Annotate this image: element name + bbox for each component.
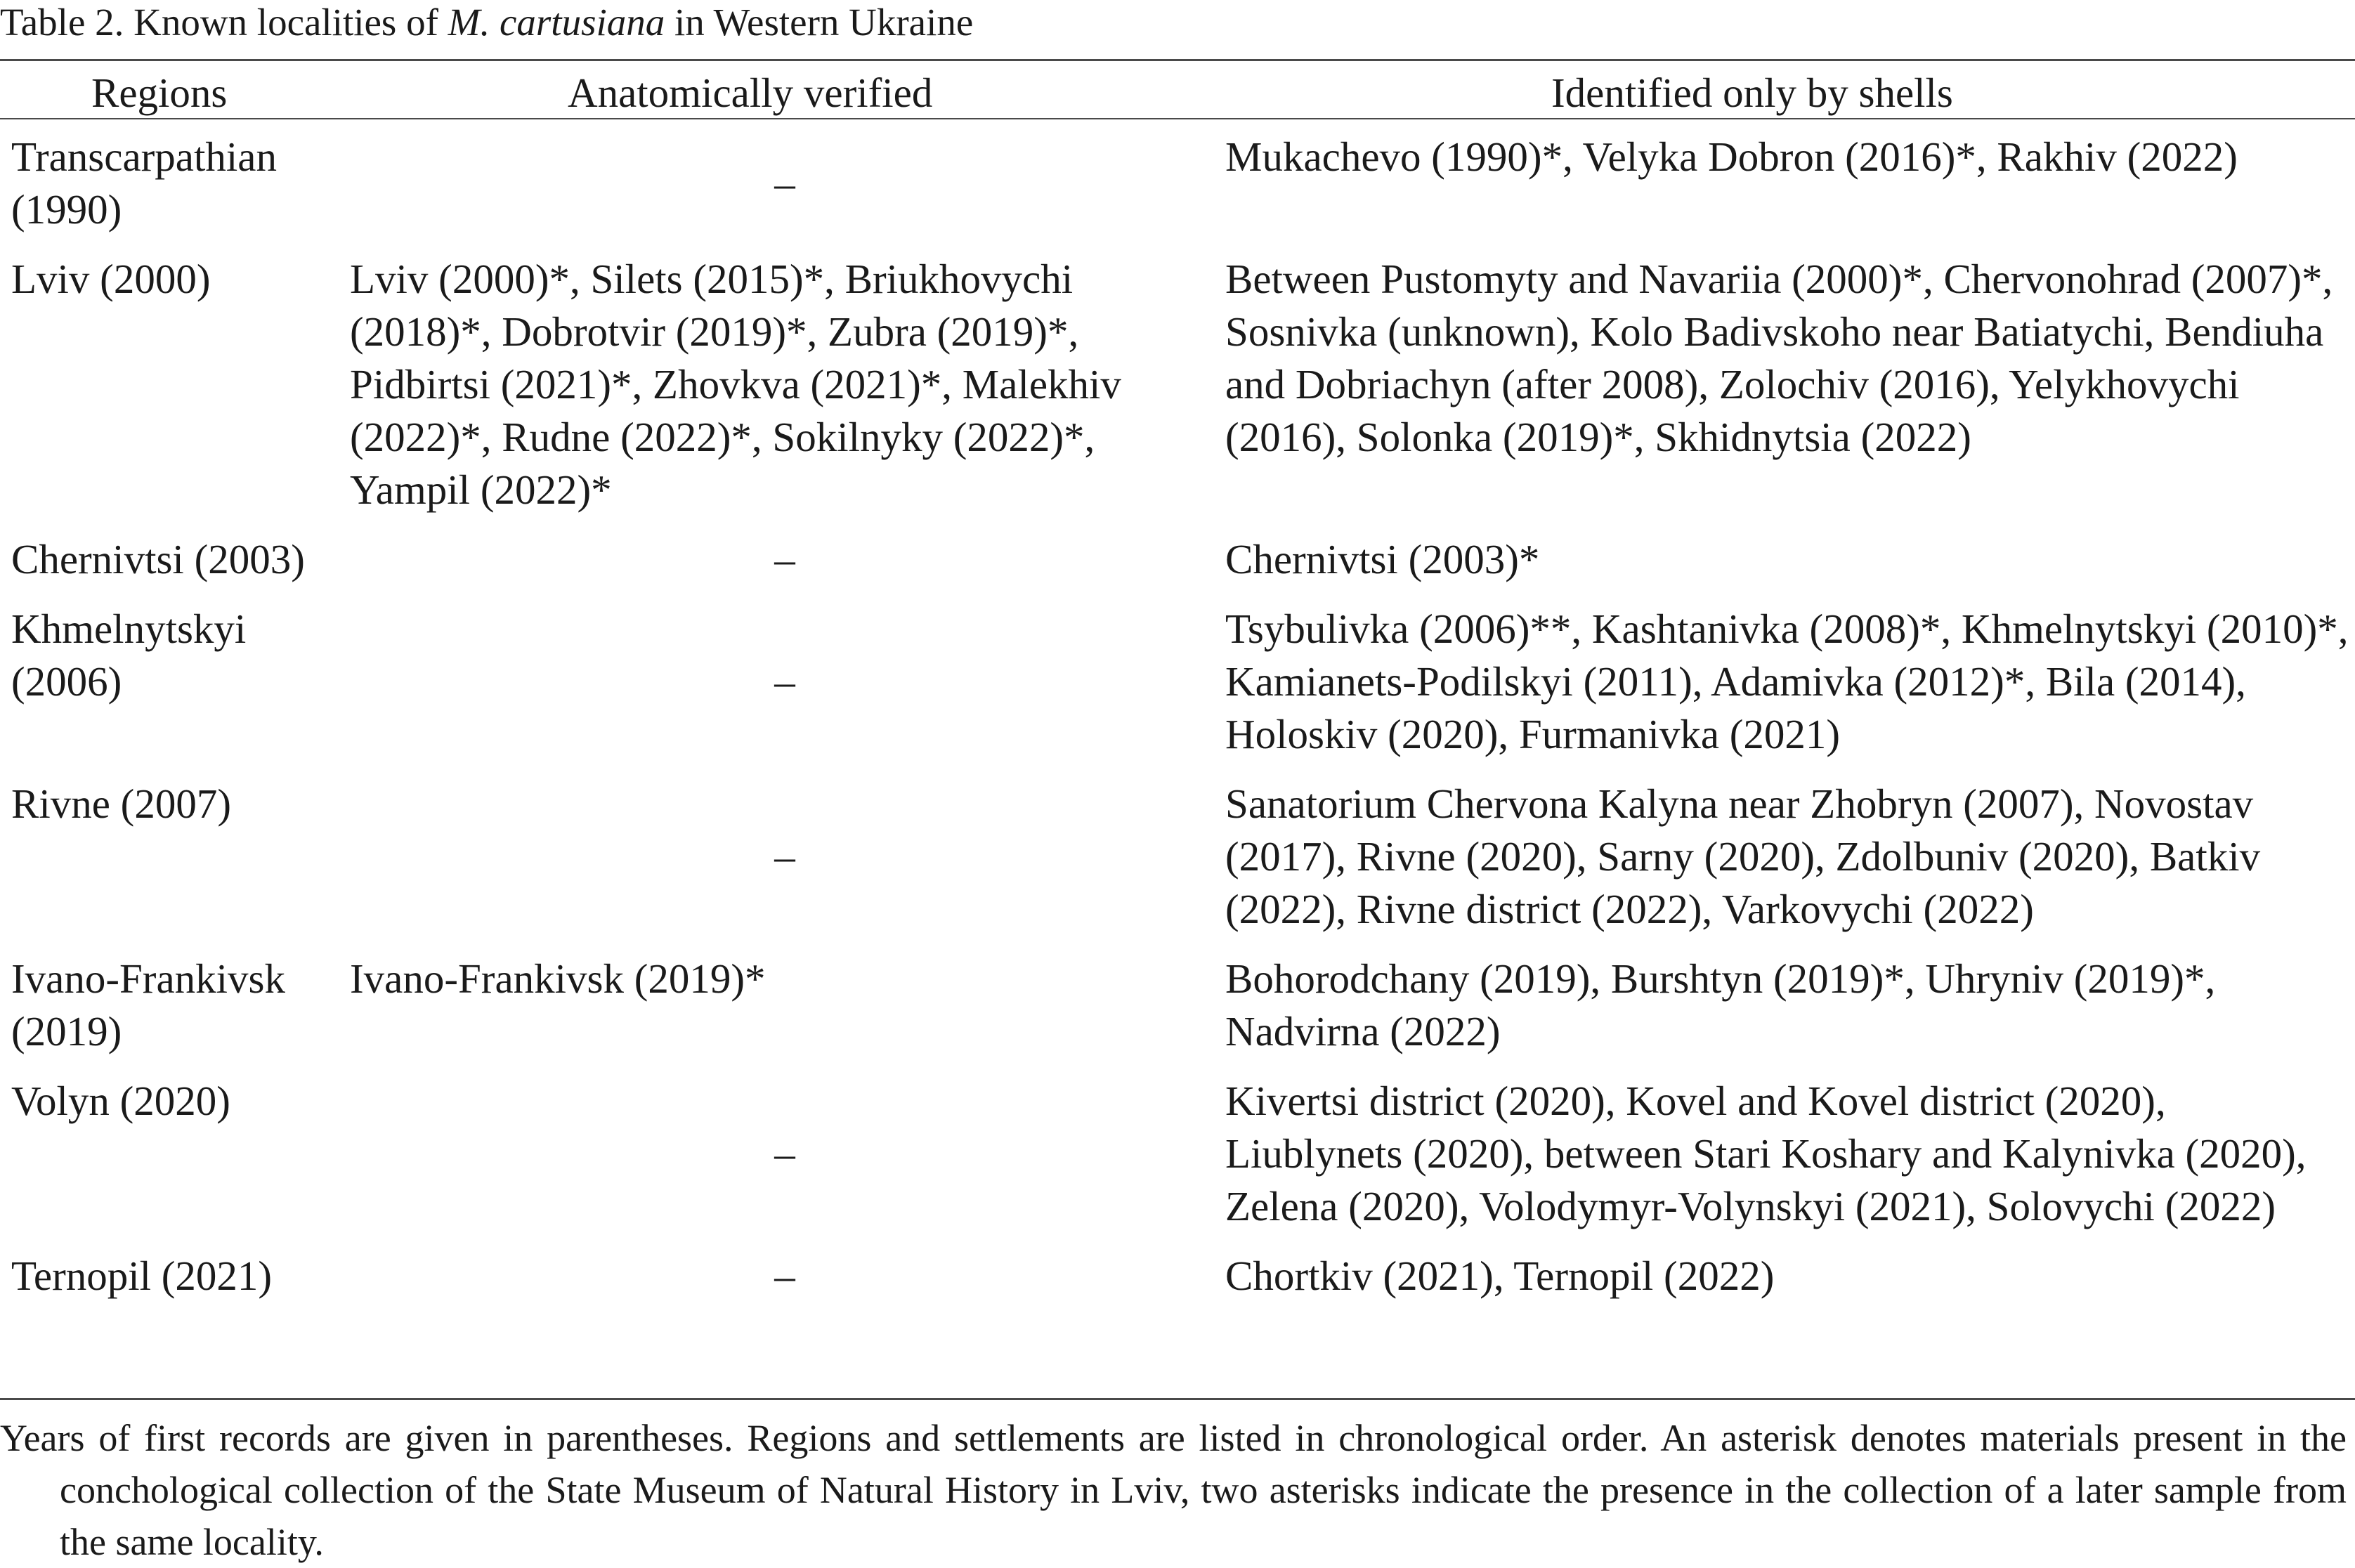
caption-prefix: Table 2. Known localities of	[0, 1, 448, 44]
header-identified-by-shells: Identified only by shells	[1551, 70, 1953, 116]
table-row	[0, 769, 2355, 944]
table-row	[0, 944, 2355, 1066]
region-cell: Transcarpathian (1990)	[11, 133, 277, 233]
shells-cell: Tsybulivka (2006)**, Kashtanivka (2008)*, Khmelnytskyi (2010)*, Kamianets-Podilskyi (2011), Adamivka (2012)*, Bila (2014), Holoskiv (2020), Furmanivka (2021)	[1225, 606, 2349, 757]
localities-table	[0, 119, 2355, 1311]
table-row	[0, 594, 2355, 769]
table-row	[0, 1241, 2355, 1311]
shells-cell: Chortkiv (2021), Ternopil (2022)	[1225, 1253, 1775, 1299]
region-cell: Ternopil (2021)	[11, 1253, 273, 1299]
region-cell: Ivano-Frankivsk (2019)	[11, 955, 285, 1054]
anatomical-cell: –	[774, 658, 795, 705]
shells-cell: Chernivtsi (2003)*	[1225, 536, 1540, 582]
region-cell: Chernivtsi (2003)	[11, 536, 305, 582]
header-regions: Regions	[91, 70, 228, 116]
caption-suffix: in Western Ukraine	[665, 1, 974, 44]
bottom-rule	[0, 1398, 2355, 1400]
region-cell: Rivne (2007)	[11, 780, 231, 827]
anatomical-cell: –	[774, 1130, 795, 1177]
shells-cell: Mukachevo (1990)*, Velyka Dobron (2016)*, Rakhiv (2022)	[1225, 133, 2238, 180]
shells-cell: Sanatorium Chervona Kalyna near Zhobryn (2007), Novostav (2017), Rivne (2020), Sarny (2020), Zdolbuniv (2020), Batkiv (2022), Rivne district (2022), Varkovychi (2022)	[1225, 780, 2261, 932]
header-anatomically-verified: Anatomically verified	[568, 70, 933, 116]
table-row	[0, 1066, 2355, 1241]
shells-cell: Bohorodchany (2019), Burshtyn (2019)*, Uhryniv (2019)*, Nadvirna (2022)	[1225, 955, 2216, 1054]
table-caption	[0, 0, 973, 45]
anatomical-cell: –	[774, 159, 795, 207]
region-cell: Khmelnytskyi (2006)	[11, 606, 247, 705]
caption-species: M. cartusiana	[448, 1, 665, 44]
table-footnote: Years of first records are given in parentheses. Regions and settlements are listed in chronological order. An asterisk denotes materials present in the conchological collection of the State Museum of Natural History in Lviv, two asterisks indicate the presence in the collection of a later sample from the same locality.	[0, 1417, 2347, 1563]
anatomical-cell: –	[774, 833, 795, 880]
anatomical-cell: Ivano-Frankivsk (2019)*	[350, 955, 766, 1002]
table-row	[0, 525, 2355, 594]
table-row	[0, 119, 2355, 244]
anatomical-cell: Lviv (2000)*, Silets (2015)*, Briukhovychi (2018)*, Dobrotvir (2019)*, Zubra (2019)*, Pidbirtsi (2021)*, Zhovkva (2021)*, Malekhiv (2022)*, Rudne (2022)*, Sokilnyky (2022)*, Yampil (2022)*	[350, 256, 1121, 513]
table-row	[0, 244, 2355, 525]
top-rule	[0, 59, 2355, 61]
shells-cell: Between Pustomyty and Navariia (2000)*, Chervonohrad (2007)*, Sosnivka (unknown), Kolo Badivskoho near Batiatychi, Bendiuha and Dobriachyn (after 2008), Zolochiv (2016), Yelykhovychi (2016), Solonka (2019)*, Skhidnytsia (2022)	[1225, 256, 2333, 460]
shells-cell: Kivertsi district (2020), Kovel and Kovel district (2020), Liublynets (2020), between Stari Koshary and Kalynivka (2020), Zelena (2020), Volodymyr-Volynskyi (2021), Solovychi (2022)	[1225, 1078, 2307, 1229]
region-cell: Lviv (2000)	[11, 256, 211, 302]
region-cell: Volyn (2020)	[11, 1078, 230, 1124]
anatomical-cell: –	[774, 536, 795, 582]
anatomical-cell: –	[774, 1253, 795, 1299]
